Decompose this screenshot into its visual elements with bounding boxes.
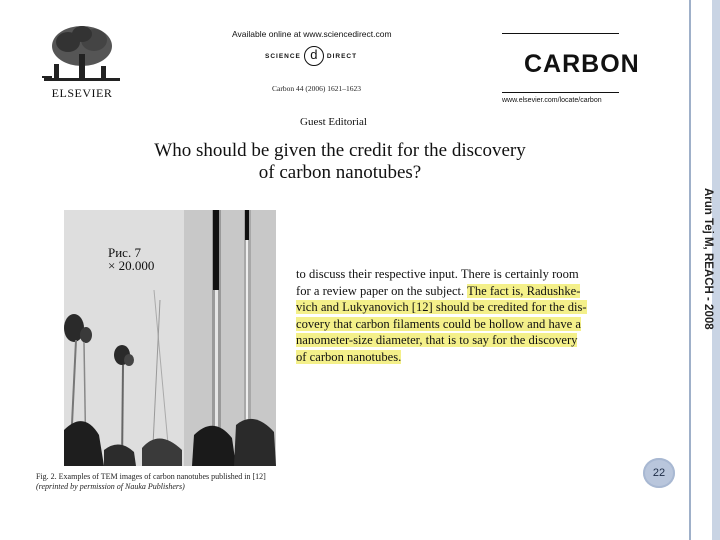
article-body [296, 266, 646, 365]
caption-line: Fig. 2. Examples of TEM images of carbon nanotubes published in [12] [36, 472, 266, 481]
slide-page-number: 22 [643, 458, 675, 488]
body-line [296, 299, 646, 316]
body-line [296, 332, 646, 349]
journal-citation: Carbon 44 (2006) 1621–1623 [272, 84, 361, 93]
sciencedirect-left: SCIENCE [265, 52, 301, 60]
journal-rule-top [502, 33, 619, 34]
title-line: of carbon nanotubes? [258, 162, 422, 183]
body-line [296, 316, 646, 333]
available-online-text: Available online at www.sciencedirect.com [232, 29, 392, 39]
body-line [296, 266, 646, 283]
body-text-highlight: vich and Lukyanovich [12] should be credited for the dis- [296, 300, 587, 314]
sciencedirect-right: DIRECT [326, 52, 358, 60]
body-text-highlight: of carbon nanotubes. [296, 349, 402, 364]
figure-plate-label [108, 246, 154, 272]
side-label-text: Arun Tej M, REACH - 2008 [702, 188, 714, 330]
plate-number: Рис. 7 [108, 245, 141, 260]
sciencedirect-logo [265, 46, 357, 66]
section-label: Guest Editorial [300, 116, 367, 128]
body-text-highlight: covery that carbon filaments could be hollow and have a [296, 316, 582, 331]
tem-micrograph [64, 210, 276, 466]
body-text-plain: to discuss their respective input. There is certainly room [296, 267, 579, 281]
article-title [130, 140, 550, 184]
title-line: Who should be given the credit for the discovery [154, 140, 526, 161]
journal-url: www.elsevier.com/locate/carbon [502, 97, 602, 104]
body-text-highlight: The fact is, Radushke- [467, 283, 581, 298]
journal-rule-bottom [502, 92, 619, 93]
tem-figure-image [64, 210, 276, 466]
journal-name: CARBON [524, 50, 640, 78]
publisher-name: ELSEVIER [51, 86, 113, 100]
figure-caption [36, 472, 336, 492]
body-line [296, 283, 646, 300]
side-label [700, 188, 714, 348]
caption-credit: (reprinted by permission of Nauka Publishers) [36, 482, 185, 491]
body-line [296, 349, 646, 366]
sciencedirect-at-icon: d [304, 46, 324, 66]
body-text-highlight: nanometer-size diameter, that is to say for the discovery [296, 333, 578, 347]
body-text-plain: for a review paper on the subject. [296, 283, 468, 298]
plate-magnification: × 20.000 [108, 258, 155, 273]
